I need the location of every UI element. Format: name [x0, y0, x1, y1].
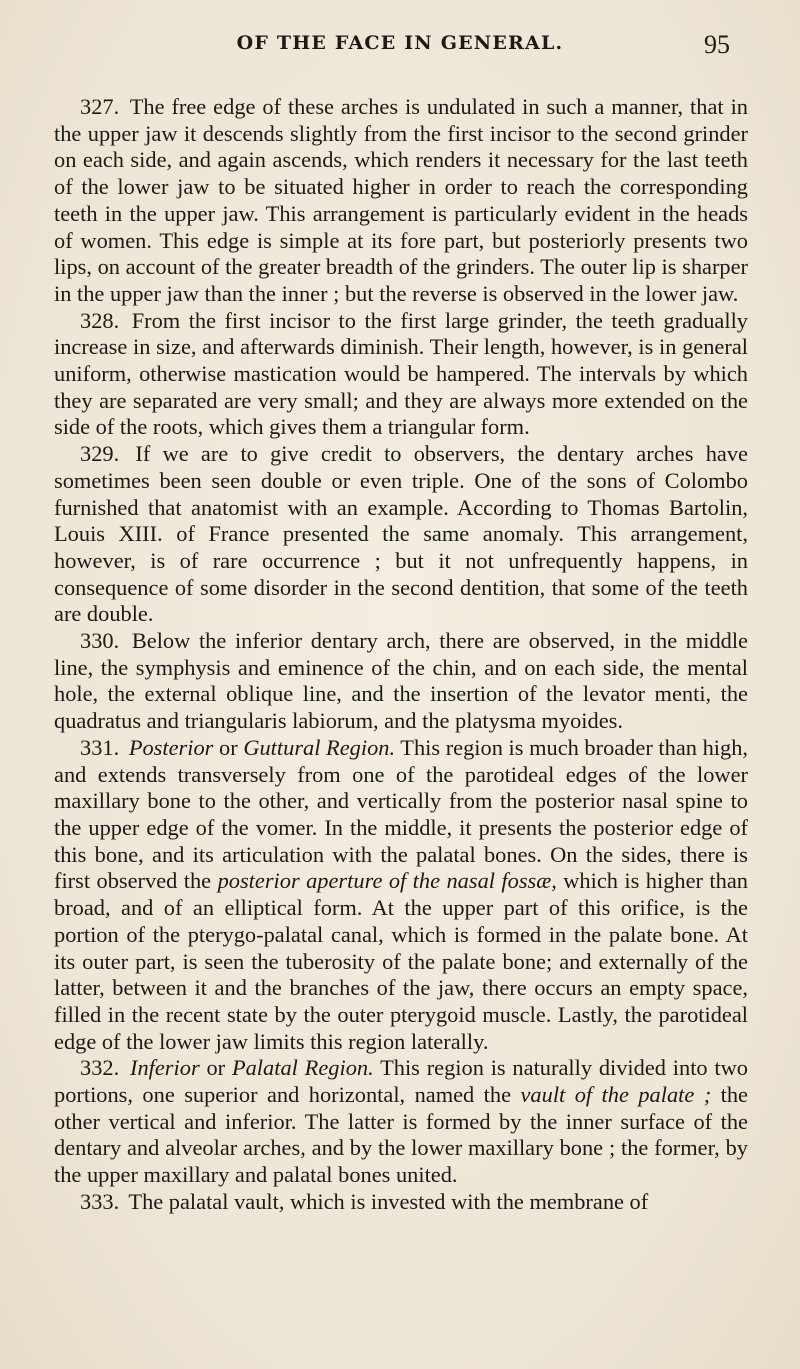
- conjunction: or: [219, 734, 238, 760]
- paragraph-331: [54, 735, 748, 1055]
- paragraph-number: 331.: [80, 734, 120, 760]
- paragraph-number: 329.: [80, 441, 120, 467]
- region-name: Inferior: [130, 1055, 200, 1081]
- paragraph-329: [54, 441, 748, 628]
- paragraph-333: [54, 1189, 748, 1216]
- italic-term: posterior aperture of the nasal fossæ,: [217, 868, 557, 894]
- page-number: 95: [704, 30, 730, 59]
- region-name: Posterior: [128, 734, 214, 760]
- paragraph-text: This region is naturally divided into two portions, one superior and horizontal, named the: [54, 1055, 748, 1108]
- paragraph-number: 328.: [80, 307, 120, 333]
- paragraph-number: 333.: [80, 1188, 120, 1214]
- paragraph-number: 330.: [80, 628, 120, 654]
- region-name-alt: Palatal Region.: [231, 1055, 374, 1081]
- paragraph-text: The palatal vault, which is invested with the membrane of: [128, 1188, 649, 1214]
- body-text: [54, 94, 748, 1216]
- conjunction: or: [206, 1055, 226, 1081]
- paragraph-number: 327.: [80, 94, 120, 119]
- paragraph-328: [54, 308, 748, 442]
- paragraph-text: If we are to give credit to observers, the dentary arches have sometimes been seen double or even triple. One of the sons of Colombo furnished that anatomist with an example. According to Thomas Bartolin, Louis XIII. of France presented the same anomaly. This arrangement, however, is of rare occurrence ; but it not unfrequently happens, in consequence of some disorder in the second dentition, that some of the teeth are double.: [54, 441, 748, 627]
- paragraph-text: This region is much broader than high, and extends transversely from one of the parotideal edges of the lower maxillary bone to the other, and vertically from the posterior nasal spine to the upper edge of the vomer. In the middle, it presents the posterior edge of this bone, and its articulation with the palatal bones. On the sides, there is first observed the: [54, 734, 748, 894]
- paragraph-text: The free edge of these arches is undulated in such a manner, that in the upper jaw it descends slightly from the first incisor to the second grinder on each side, and again ascends, which renders it necessary for the last teeth of the lower jaw to be situated higher in order to reach the corresponding teeth in the upper jaw. This arrangement is particularly evident in the heads of women. This edge is simple at its fore part, but posteriorly presents two lips, on account of the greater breadth of the grinders. The outer lip is sharper in the upper jaw than the inner ; but the reverse is observed in the lower jaw.: [54, 94, 748, 306]
- paragraph-text: Below the inferior dentary arch, there are observed, in the middle line, the symphysis and eminence of the chin, and on each side, the mental hole, the external oblique line, and the insertion of the levator menti, the quadratus and triangularis labiorum, and the platysma myoides.: [54, 628, 748, 734]
- paragraph-332: [54, 1055, 748, 1189]
- italic-term: vault of the palate ;: [520, 1082, 712, 1108]
- running-head: OF THE FACE IN GENERAL.: [236, 32, 564, 54]
- paragraph-number: 332.: [80, 1055, 120, 1081]
- paragraph-text-cont: the other vertical and inferior. The latter is formed by the inner surface of the dentary and alveolar arches, and by the lower maxillary bone ; the former, by the upper maxillary and palatal bones united.: [54, 1082, 748, 1188]
- paragraph-text: From the first incisor to the first large grinder, the teeth gradually increase in size, and afterwards diminish. Their length, however, is in general uniform, otherwise mastication would be hampered. The intervals by which they are separated are very small; and they are always more extended on the side of the roots, which gives them a triangular form.: [54, 307, 748, 440]
- paragraph-327: [54, 94, 748, 308]
- region-name-alt: Guttural Region.: [243, 734, 396, 760]
- page-header: [0, 30, 800, 64]
- paragraph-text-cont: which is higher than broad, and of an elliptical form. At the upper part of this orifice, is the portion of the pterygo-palatal canal, which is formed in the palate bone. At its outer part, is seen the tuberosity of the palate bone; and externally of the latter, between it and the branches of the jaw, there occurs an empty space, filled in the recent state by the outer pterygoid muscle. Lastly, the parotideal edge of the lower jaw limits this region laterally.: [54, 868, 748, 1054]
- paragraph-330: [54, 628, 748, 735]
